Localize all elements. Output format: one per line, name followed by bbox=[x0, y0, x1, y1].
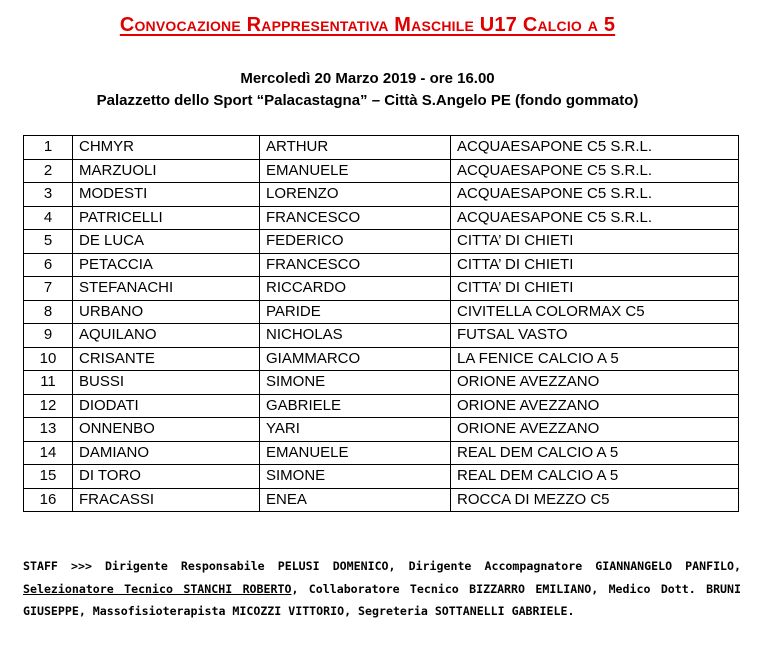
player-first-name: FRANCESCO bbox=[260, 253, 451, 277]
table-row bbox=[24, 394, 739, 418]
player-club: REAL DEM CALCIO A 5 bbox=[451, 465, 739, 489]
table-row bbox=[24, 324, 739, 348]
table-row bbox=[24, 183, 739, 207]
player-first-name: NICHOLAS bbox=[260, 324, 451, 348]
player-last-name: DI TORO bbox=[73, 465, 260, 489]
table-row bbox=[24, 206, 739, 230]
player-club: ACQUAESAPONE C5 S.R.L. bbox=[451, 183, 739, 207]
player-number: 4 bbox=[24, 206, 73, 230]
table-row bbox=[24, 418, 739, 442]
player-number: 9 bbox=[24, 324, 73, 348]
player-club: FUTSAL VASTO bbox=[451, 324, 739, 348]
player-last-name: FRACASSI bbox=[73, 488, 260, 512]
player-club: CITTA’ DI CHIETI bbox=[451, 253, 739, 277]
staff-coach-underlined: Selezionatore Tecnico STANCHI ROBERTO bbox=[23, 581, 292, 596]
table-row bbox=[24, 347, 739, 371]
player-number: 3 bbox=[24, 183, 73, 207]
roster-table bbox=[23, 135, 739, 512]
table-row bbox=[24, 136, 739, 160]
player-club: ACQUAESAPONE C5 S.R.L. bbox=[451, 136, 739, 160]
player-first-name: FRANCESCO bbox=[260, 206, 451, 230]
player-last-name: MODESTI bbox=[73, 183, 260, 207]
player-club: CIVITELLA COLORMAX C5 bbox=[451, 300, 739, 324]
event-date-time: Mercoledì 20 Marzo 2019 - ore 16.00 bbox=[240, 70, 495, 87]
player-club: CITTA’ DI CHIETI bbox=[451, 277, 739, 301]
player-first-name: EMANUELE bbox=[260, 441, 451, 465]
player-club: ACQUAESAPONE C5 S.R.L. bbox=[451, 159, 739, 183]
roster-table-body bbox=[24, 136, 739, 512]
table-row bbox=[24, 441, 739, 465]
table-row bbox=[24, 277, 739, 301]
table-row bbox=[24, 230, 739, 254]
table-row bbox=[24, 371, 739, 395]
player-club: ROCCA DI MEZZO C5 bbox=[451, 488, 739, 512]
player-club: ACQUAESAPONE C5 S.R.L. bbox=[451, 206, 739, 230]
player-first-name: YARI bbox=[260, 418, 451, 442]
player-first-name: PARIDE bbox=[260, 300, 451, 324]
player-number: 2 bbox=[24, 159, 73, 183]
player-last-name: URBANO bbox=[73, 300, 260, 324]
player-first-name: RICCARDO bbox=[260, 277, 451, 301]
player-number: 12 bbox=[24, 394, 73, 418]
player-club: ORIONE AVEZZANO bbox=[451, 371, 739, 395]
player-number: 6 bbox=[24, 253, 73, 277]
player-last-name: MARZUOLI bbox=[73, 159, 260, 183]
player-number: 16 bbox=[24, 488, 73, 512]
player-last-name: DAMIANO bbox=[73, 441, 260, 465]
player-last-name: DE LUCA bbox=[73, 230, 260, 254]
player-last-name: AQUILANO bbox=[73, 324, 260, 348]
player-club: LA FENICE CALCIO A 5 bbox=[451, 347, 739, 371]
player-number: 1 bbox=[24, 136, 73, 160]
player-club: CITTA’ DI CHIETI bbox=[451, 230, 739, 254]
player-club: ORIONE AVEZZANO bbox=[451, 394, 739, 418]
event-venue: Palazzetto dello Sport “Palacastagna” – Città S.Angelo PE (fondo gommato) bbox=[96, 92, 639, 109]
player-first-name: SIMONE bbox=[260, 371, 451, 395]
player-last-name: STEFANACHI bbox=[73, 277, 260, 301]
player-last-name: CRISANTE bbox=[73, 347, 260, 371]
player-number: 11 bbox=[24, 371, 73, 395]
player-last-name: PATRICELLI bbox=[73, 206, 260, 230]
table-row bbox=[24, 253, 739, 277]
player-number: 5 bbox=[24, 230, 73, 254]
player-first-name: ARTHUR bbox=[260, 136, 451, 160]
player-number: 15 bbox=[24, 465, 73, 489]
player-last-name: CHMYR bbox=[73, 136, 260, 160]
staff-text-part1: STAFF >>> Dirigente Responsabile PELUSI DOMENICO, Dirigente Accompagnatore GIANNANGELO PANFILO, bbox=[23, 559, 741, 573]
player-first-name: FEDERICO bbox=[260, 230, 451, 254]
player-number: 7 bbox=[24, 277, 73, 301]
table-row bbox=[24, 488, 739, 512]
player-club: ORIONE AVEZZANO bbox=[451, 418, 739, 442]
staff-paragraph bbox=[23, 555, 741, 623]
table-row bbox=[24, 159, 739, 183]
table-row bbox=[24, 465, 739, 489]
player-number: 14 bbox=[24, 441, 73, 465]
player-last-name: ONNENBO bbox=[73, 418, 260, 442]
player-first-name: LORENZO bbox=[260, 183, 451, 207]
player-club: REAL DEM CALCIO A 5 bbox=[451, 441, 739, 465]
staff-text-part2: , Collaboratore Tecnico BIZZARRO EMILIANO, Medico Dott. BRUNI GIUSEPPE, Massofisioterapista MICOZZI VITTORIO, Segreteria SOTTANELLI GABRIELE. bbox=[23, 581, 741, 618]
player-first-name: SIMONE bbox=[260, 465, 451, 489]
player-first-name: ENEA bbox=[260, 488, 451, 512]
player-last-name: DIODATI bbox=[73, 394, 260, 418]
player-last-name: PETACCIA bbox=[73, 253, 260, 277]
player-number: 10 bbox=[24, 347, 73, 371]
player-last-name: BUSSI bbox=[73, 371, 260, 395]
player-number: 8 bbox=[24, 300, 73, 324]
player-first-name: EMANUELE bbox=[260, 159, 451, 183]
player-number: 13 bbox=[24, 418, 73, 442]
document-title: Convocazione Rappresentativa Maschile U17 Calcio a 5 bbox=[119, 14, 616, 36]
player-first-name: GABRIELE bbox=[260, 394, 451, 418]
table-row bbox=[24, 300, 739, 324]
player-first-name: GIAMMARCO bbox=[260, 347, 451, 371]
